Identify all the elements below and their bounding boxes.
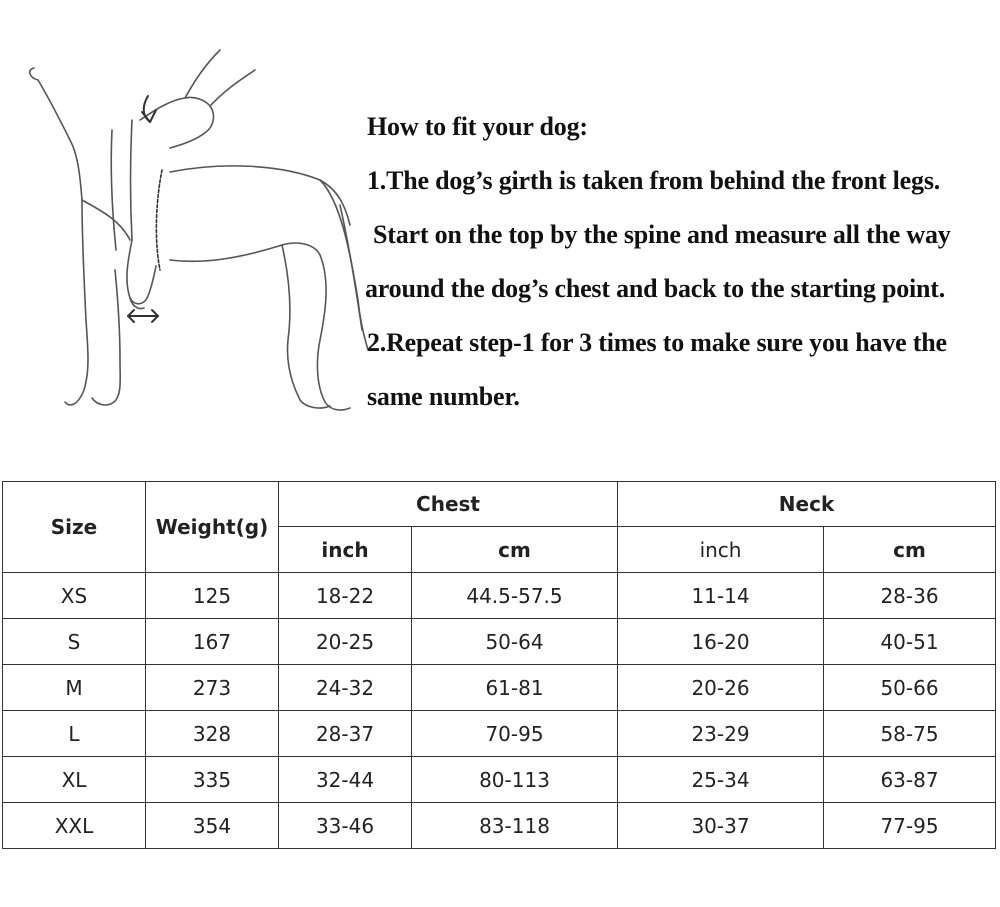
table-row	[3, 573, 996, 619]
table-row	[3, 711, 996, 757]
instruction-line-5: same number.	[367, 382, 520, 411]
cell-chest-cm: 70-95	[412, 711, 618, 757]
header-neck-inch: inch	[618, 527, 824, 573]
table-row	[3, 665, 996, 711]
cell-neck-inch: 25-34	[618, 757, 824, 803]
cell-weight: 328	[146, 711, 279, 757]
header-weight: Weight(g)	[146, 482, 279, 573]
cell-chest-inch: 20-25	[279, 619, 412, 665]
table-row	[3, 757, 996, 803]
cell-size: XL	[3, 757, 146, 803]
cell-chest-cm: 44.5-57.5	[412, 573, 618, 619]
cell-chest-cm: 61-81	[412, 665, 618, 711]
cell-chest-cm: 80-113	[412, 757, 618, 803]
header-size: Size	[3, 482, 146, 573]
cell-weight: 354	[146, 803, 279, 849]
cell-chest-inch: 28-37	[279, 711, 412, 757]
table-header-row	[3, 482, 996, 527]
cell-neck-inch: 16-20	[618, 619, 824, 665]
instructions-heading: How to fit your dog:	[367, 112, 588, 141]
cell-neck-inch: 20-26	[618, 665, 824, 711]
cell-chest-inch: 24-32	[279, 665, 412, 711]
table-row	[3, 619, 996, 665]
cell-chest-inch: 33-46	[279, 803, 412, 849]
cell-weight: 335	[146, 757, 279, 803]
cell-neck-cm: 77-95	[824, 803, 996, 849]
fitting-instructions	[367, 100, 997, 424]
cell-neck-cm: 40-51	[824, 619, 996, 665]
cell-weight: 167	[146, 619, 279, 665]
cell-neck-cm: 50-66	[824, 665, 996, 711]
instruction-line-3: around the dog’s chest and back to the starting point.	[365, 274, 946, 303]
cell-neck-inch: 30-37	[618, 803, 824, 849]
header-neck-cm: cm	[824, 527, 996, 573]
header-neck: Neck	[618, 482, 996, 527]
cell-chest-inch: 18-22	[279, 573, 412, 619]
cell-size: XS	[3, 573, 146, 619]
header-chest-cm: cm	[412, 527, 618, 573]
cell-chest-cm: 50-64	[412, 619, 618, 665]
cell-size: M	[3, 665, 146, 711]
cell-neck-inch: 11-14	[618, 573, 824, 619]
cell-weight: 125	[146, 573, 279, 619]
header-chest: Chest	[279, 482, 618, 527]
table-row	[3, 803, 996, 849]
dog-measuring-illustration	[20, 40, 370, 420]
cell-size: S	[3, 619, 146, 665]
cell-neck-inch: 23-29	[618, 711, 824, 757]
instruction-line-1: 1.The dog’s girth is taken from behind the front legs.	[367, 166, 941, 195]
cell-neck-cm: 58-75	[824, 711, 996, 757]
cell-chest-inch: 32-44	[279, 757, 412, 803]
cell-neck-cm: 63-87	[824, 757, 996, 803]
instruction-line-4: 2.Repeat step-1 for 3 times to make sure you have the	[367, 328, 947, 357]
cell-chest-cm: 83-118	[412, 803, 618, 849]
instruction-line-2: Start on the top by the spine and measure all the way	[373, 220, 951, 249]
cell-size: XXL	[3, 803, 146, 849]
cell-size: L	[3, 711, 146, 757]
header-chest-inch: inch	[279, 527, 412, 573]
cell-weight: 273	[146, 665, 279, 711]
size-chart-table	[2, 481, 996, 849]
cell-neck-cm: 28-36	[824, 573, 996, 619]
